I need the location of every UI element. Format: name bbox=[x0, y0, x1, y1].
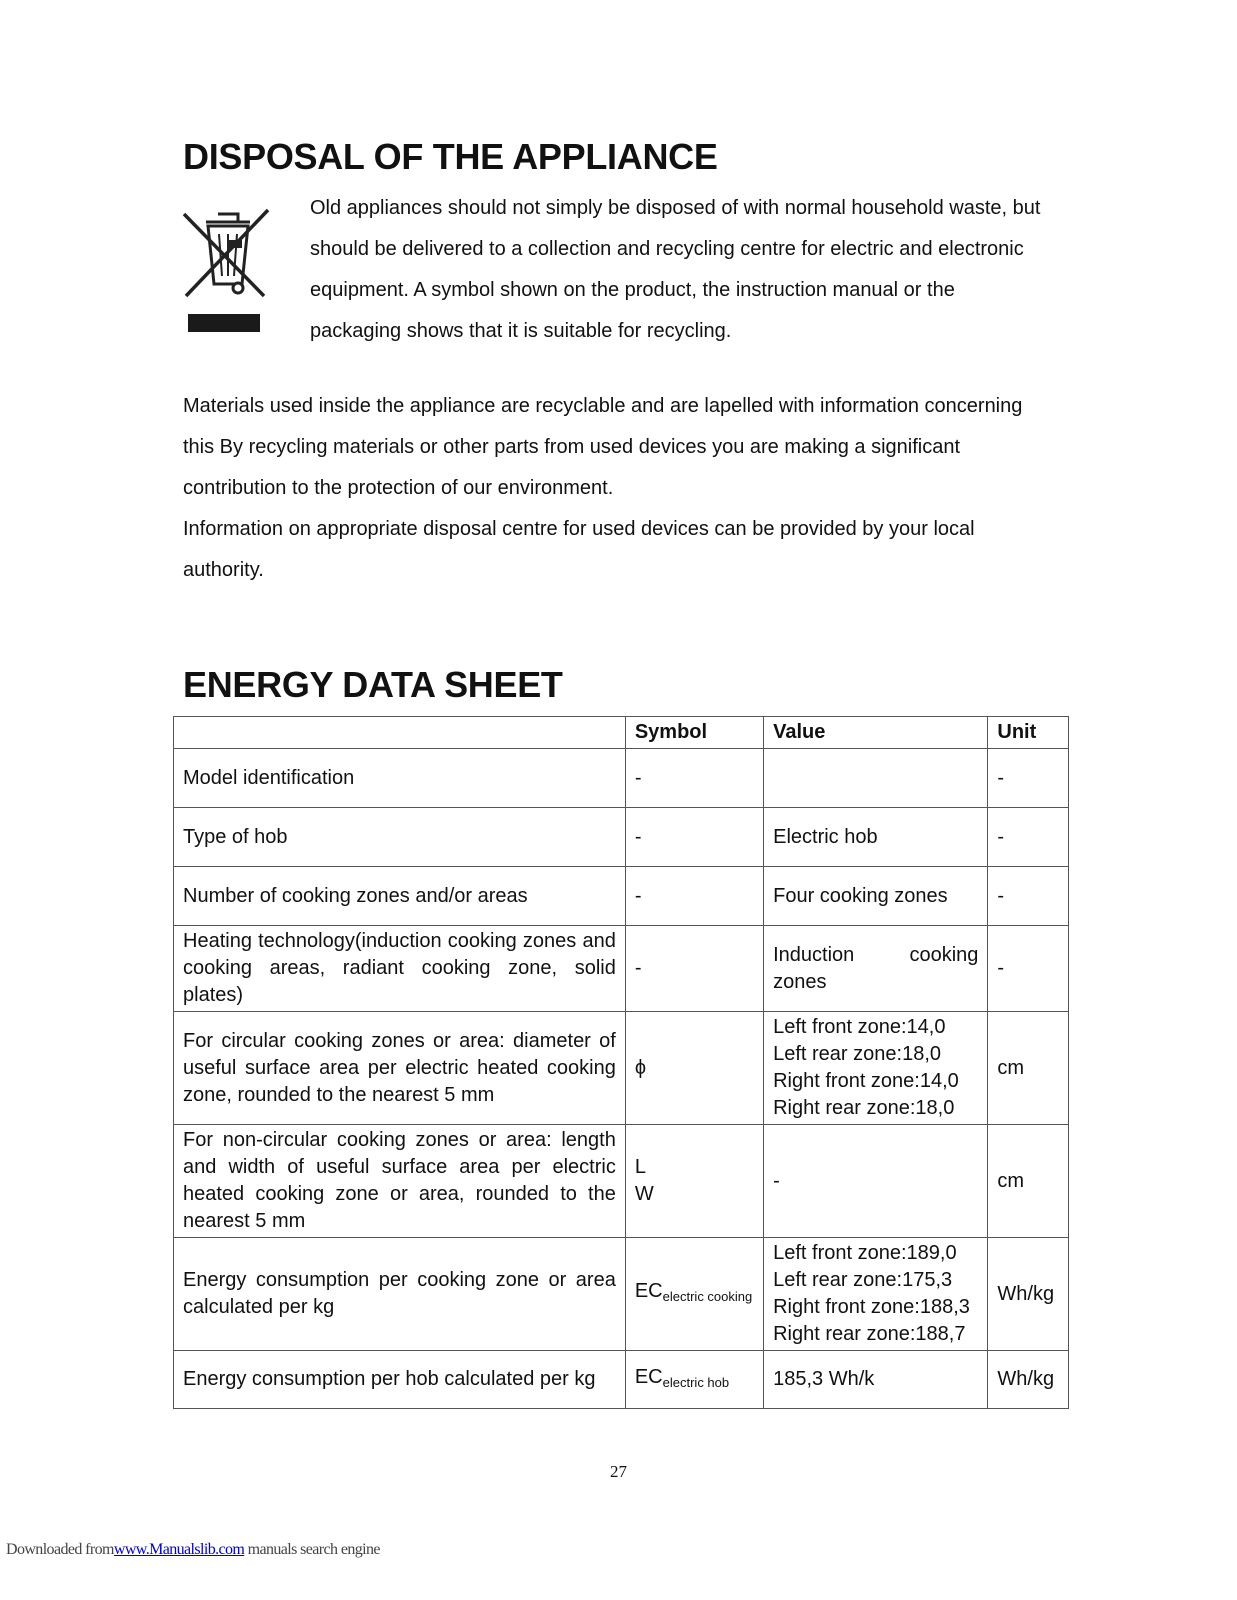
table-row bbox=[174, 1012, 1069, 1125]
table-row bbox=[174, 749, 1069, 808]
footer-suffix: manuals search engine bbox=[244, 1541, 380, 1558]
row-label: Number of cooking zones and/or areas bbox=[174, 867, 626, 926]
header-label bbox=[174, 717, 626, 749]
download-footer bbox=[6, 1541, 380, 1559]
table-row bbox=[174, 867, 1069, 926]
row-label: Model identification bbox=[174, 749, 626, 808]
row-value: Left front zone:189,0 Left rear zone:175,3 Right front zone:188,3 Right rear zone:188,7 bbox=[764, 1238, 988, 1351]
symbol-main: EC bbox=[634, 1280, 663, 1302]
row-symbol: - bbox=[625, 749, 763, 808]
row-value: Left front zone:14,0 Left rear zone:18,0 Right front zone:14,0 Right rear zone:18,0 bbox=[764, 1012, 988, 1125]
row-unit: - bbox=[988, 926, 1069, 1012]
energy-data-table bbox=[173, 716, 1069, 1409]
row-symbol: ϕ bbox=[625, 1012, 763, 1125]
page-number: 27 bbox=[610, 1462, 627, 1481]
row-symbol: - bbox=[625, 867, 763, 926]
row-unit: Wh/kg bbox=[988, 1238, 1069, 1351]
row-symbol: - bbox=[625, 808, 763, 867]
table-row bbox=[174, 926, 1069, 1012]
disposal-paragraphs bbox=[183, 386, 1043, 591]
row-value: Induction cooking zones bbox=[764, 926, 988, 1012]
row-value: 185,3 Wh/k bbox=[764, 1351, 988, 1409]
table-row bbox=[174, 1351, 1069, 1409]
row-unit: - bbox=[988, 867, 1069, 926]
row-label: Energy consumption per cooking zone or area calculated per kg bbox=[174, 1238, 626, 1351]
table-header-row bbox=[174, 717, 1069, 749]
row-value: - bbox=[764, 1125, 988, 1238]
row-label: For circular cooking zones or area: diameter of useful surface area per electric heated cooking zone, rounded to the nearest 5 mm bbox=[174, 1012, 626, 1125]
row-value bbox=[764, 749, 988, 808]
disposal-centre-paragraph: Information on appropriate disposal centre for used devices can be provided by your local authority. bbox=[183, 518, 975, 581]
energy-heading: ENERGY DATA SHEET bbox=[183, 664, 563, 705]
row-unit: Wh/kg bbox=[988, 1351, 1069, 1409]
header-symbol: Symbol bbox=[625, 717, 763, 749]
crossed-out-wheelie-bin-icon bbox=[172, 206, 284, 346]
footer-prefix: Downloaded from bbox=[6, 1541, 114, 1558]
row-label: For non-circular cooking zones or area: length and width of useful surface area per electric heated cooking zone or area, rounded to the nearest 5 mm bbox=[174, 1125, 626, 1238]
symbol-subscript: electric cooking bbox=[662, 1289, 753, 1304]
table-row bbox=[174, 808, 1069, 867]
symbol-subscript: electric hob bbox=[662, 1374, 730, 1390]
recycling-paragraph: Materials used inside the appliance are recyclable and are lapelled with information concerning this By recycling materials or other parts from used devices you are making a significant contribution to the protection of our environment. bbox=[183, 395, 1023, 499]
row-label: Type of hob bbox=[174, 808, 626, 867]
disposal-heading: DISPOSAL OF THE APPLIANCE bbox=[183, 136, 718, 177]
row-label: Heating technology(induction cooking zones and cooking areas, radiant cooking zone, solid plates) bbox=[174, 926, 626, 1012]
row-symbol: - bbox=[625, 926, 763, 1012]
row-value: Electric hob bbox=[764, 808, 988, 867]
manualslib-link[interactable]: www.Manualslib.com bbox=[113, 1541, 245, 1558]
header-value: Value bbox=[764, 717, 988, 749]
row-symbol: L W bbox=[625, 1125, 763, 1238]
row-unit: cm bbox=[988, 1012, 1069, 1125]
row-symbol bbox=[625, 1238, 763, 1351]
table-row bbox=[174, 1125, 1069, 1238]
table-row bbox=[174, 1238, 1069, 1351]
symbol-main: EC bbox=[634, 1365, 663, 1388]
row-unit: cm bbox=[988, 1125, 1069, 1238]
disposal-intro-text: Old appliances should not simply be disposed of with normal household waste, but should be delivered to a collection and recycling centre for electric and electronic equipment. A symbol shown on the product, the instruction manual or the packaging shows that it is suitable for recycling. bbox=[310, 197, 1041, 342]
row-symbol bbox=[625, 1351, 763, 1409]
header-unit: Unit bbox=[988, 717, 1069, 749]
row-unit: - bbox=[988, 749, 1069, 808]
row-value: Four cooking zones bbox=[764, 867, 988, 926]
row-unit: - bbox=[988, 808, 1069, 867]
row-label: Energy consumption per hob calculated per kg bbox=[174, 1351, 626, 1409]
